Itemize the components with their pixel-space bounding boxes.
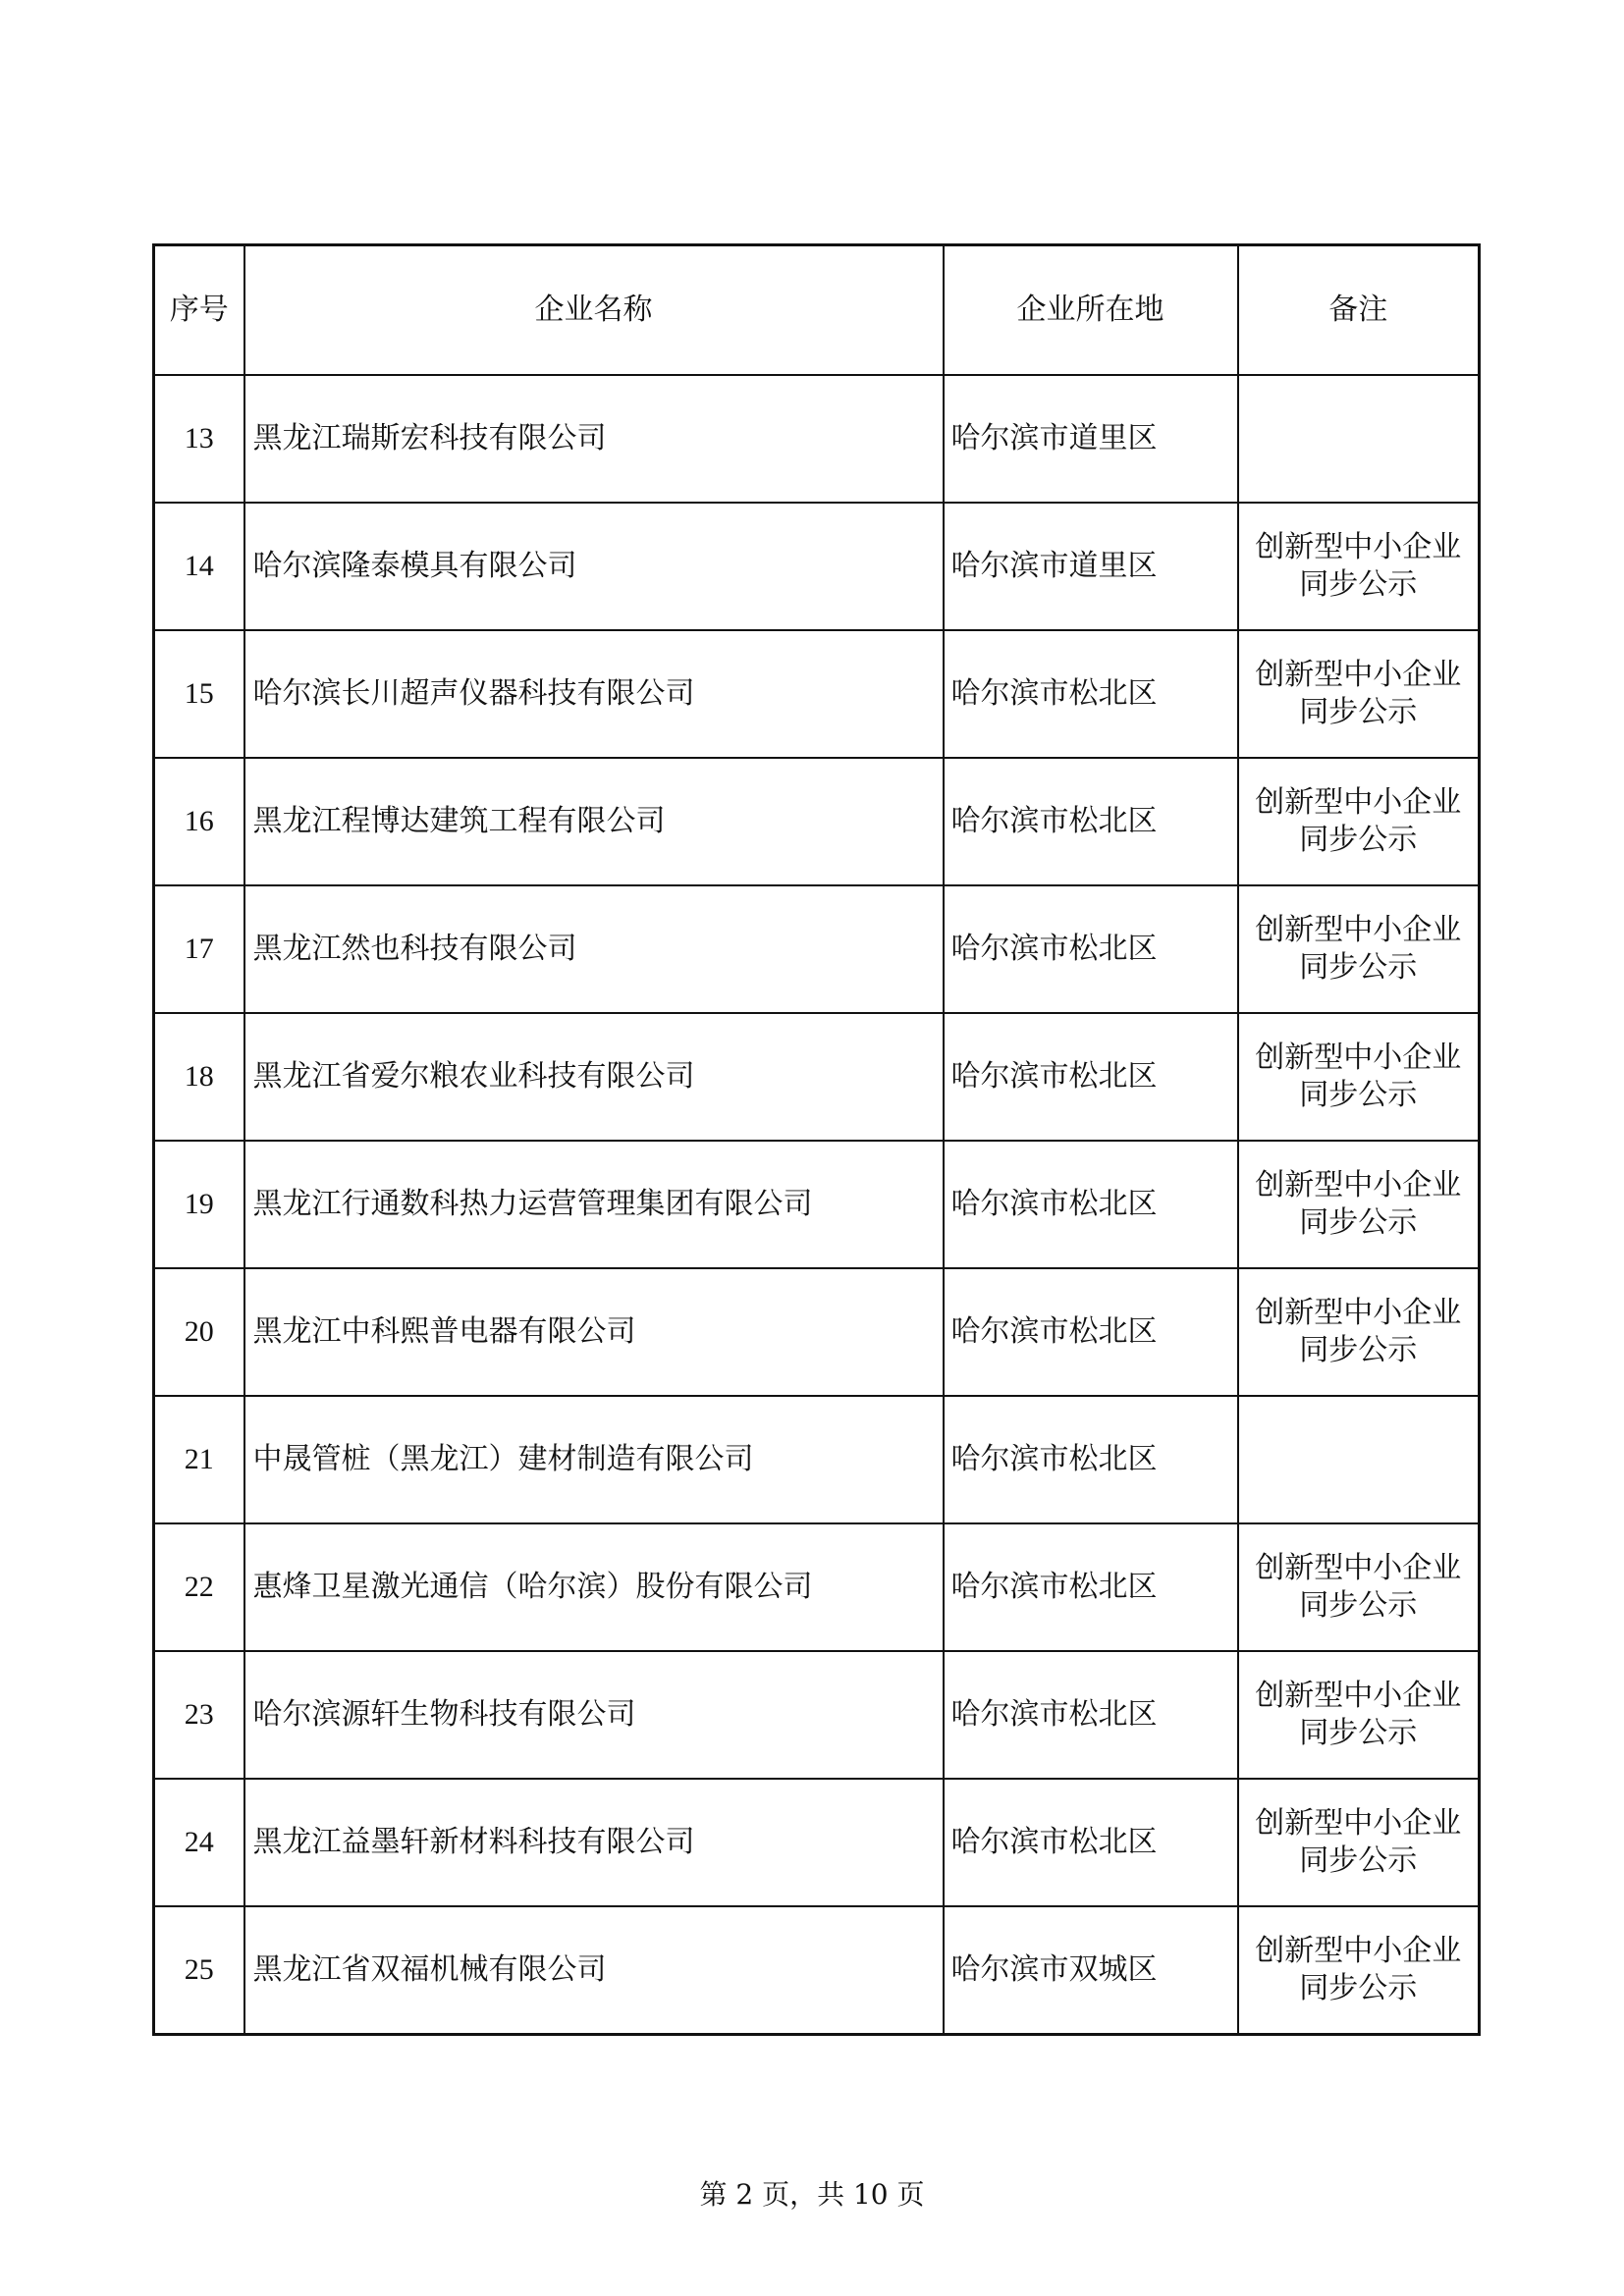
- table-row: [154, 630, 1480, 758]
- note-line-2: 同步公示: [1299, 1333, 1418, 1367]
- note-line-1: 创新型中小企业: [1255, 1168, 1462, 1202]
- row-index: 13: [154, 375, 244, 503]
- enterprise-location: 哈尔滨市松北区: [944, 885, 1238, 1013]
- note-line-2: 同步公示: [1299, 1205, 1418, 1240]
- enterprise-name: 哈尔滨隆泰模具有限公司: [244, 503, 944, 630]
- enterprise-note: [1238, 1141, 1480, 1268]
- note-line-1: 创新型中小企业: [1255, 658, 1462, 692]
- enterprise-note: [1238, 1523, 1480, 1651]
- row-index: 15: [154, 630, 244, 758]
- enterprise-name: 黑龙江行通数科热力运营管理集团有限公司: [244, 1141, 944, 1268]
- note-line-2: 同步公示: [1299, 695, 1418, 729]
- note-line-2: 同步公示: [1299, 950, 1418, 985]
- table-row: [154, 758, 1480, 885]
- enterprise-note: [1238, 1013, 1480, 1141]
- table-row: [154, 1268, 1480, 1396]
- table-row: [154, 375, 1480, 503]
- note-line-1: 创新型中小企业: [1255, 913, 1462, 947]
- enterprise-note: [1238, 758, 1480, 885]
- enterprise-note: [1238, 503, 1480, 630]
- enterprise-location: 哈尔滨市松北区: [944, 758, 1238, 885]
- enterprise-note: [1238, 1396, 1480, 1523]
- row-index: 16: [154, 758, 244, 885]
- enterprise-note: [1238, 630, 1480, 758]
- header-index: 序号: [154, 245, 244, 376]
- header-name: 企业名称: [244, 245, 944, 376]
- enterprise-note: [1238, 375, 1480, 503]
- table-row: [154, 1906, 1480, 2035]
- table-row: [154, 1779, 1480, 1906]
- enterprise-note: [1238, 1906, 1480, 2035]
- table-row: [154, 1523, 1480, 1651]
- enterprise-name: 中晟管桩（黑龙江）建材制造有限公司: [244, 1396, 944, 1523]
- note-line-2: 同步公示: [1299, 823, 1418, 857]
- row-index: 14: [154, 503, 244, 630]
- enterprise-name: 黑龙江程博达建筑工程有限公司: [244, 758, 944, 885]
- row-index: 18: [154, 1013, 244, 1141]
- row-index: 25: [154, 1906, 244, 2035]
- note-line-1: 创新型中小企业: [1255, 530, 1462, 564]
- table-row: [154, 1013, 1480, 1141]
- note-line-2: 同步公示: [1299, 1716, 1418, 1750]
- row-index: 22: [154, 1523, 244, 1651]
- row-index: 23: [154, 1651, 244, 1779]
- note-line-2: 同步公示: [1299, 567, 1418, 602]
- page-number: 第 2 页，共 10 页: [699, 2178, 925, 2211]
- note-line-2: 同步公示: [1299, 1588, 1418, 1623]
- enterprise-name: 黑龙江然也科技有限公司: [244, 885, 944, 1013]
- enterprise-location: 哈尔滨市松北区: [944, 630, 1238, 758]
- row-index: 24: [154, 1779, 244, 1906]
- enterprise-location: 哈尔滨市松北区: [944, 1651, 1238, 1779]
- table-body: [154, 375, 1480, 2035]
- table-row: [154, 1651, 1480, 1779]
- table-row: [154, 1396, 1480, 1523]
- enterprise-location: 哈尔滨市道里区: [944, 503, 1238, 630]
- note-line-1: 创新型中小企业: [1255, 1806, 1462, 1841]
- note-line-1: 创新型中小企业: [1255, 1551, 1462, 1585]
- note-line-1: 创新型中小企业: [1255, 1296, 1462, 1330]
- enterprise-location: 哈尔滨市松北区: [944, 1396, 1238, 1523]
- enterprise-name: 黑龙江省爱尔粮农业科技有限公司: [244, 1013, 944, 1141]
- note-line-1: 创新型中小企业: [1255, 1679, 1462, 1713]
- table-header-row: [154, 245, 1480, 376]
- enterprise-name: 哈尔滨源轩生物科技有限公司: [244, 1651, 944, 1779]
- note-line-2: 同步公示: [1299, 1971, 1418, 2005]
- note-line-2: 同步公示: [1299, 1843, 1418, 1878]
- enterprise-name: 黑龙江瑞斯宏科技有限公司: [244, 375, 944, 503]
- note-line-1: 创新型中小企业: [1255, 1934, 1462, 1968]
- enterprise-note: [1238, 1779, 1480, 1906]
- enterprise-note: [1238, 1651, 1480, 1779]
- enterprise-name: 黑龙江中科熙普电器有限公司: [244, 1268, 944, 1396]
- enterprise-location: 哈尔滨市松北区: [944, 1268, 1238, 1396]
- note-line-1: 创新型中小企业: [1255, 785, 1462, 820]
- enterprise-location: 哈尔滨市道里区: [944, 375, 1238, 503]
- enterprise-note: [1238, 1268, 1480, 1396]
- table-row: [154, 1141, 1480, 1268]
- row-index: 17: [154, 885, 244, 1013]
- row-index: 21: [154, 1396, 244, 1523]
- enterprise-note: [1238, 885, 1480, 1013]
- header-location: 企业所在地: [944, 245, 1238, 376]
- table-row: [154, 885, 1480, 1013]
- enterprise-table: [152, 243, 1481, 2036]
- row-index: 20: [154, 1268, 244, 1396]
- enterprise-location: 哈尔滨市松北区: [944, 1141, 1238, 1268]
- enterprise-name: 黑龙江益墨轩新材料科技有限公司: [244, 1779, 944, 1906]
- enterprise-name: 黑龙江省双福机械有限公司: [244, 1906, 944, 2035]
- header-note: 备注: [1238, 245, 1480, 376]
- note-line-1: 创新型中小企业: [1255, 1041, 1462, 1075]
- table-row: [154, 503, 1480, 630]
- enterprise-location: 哈尔滨市松北区: [944, 1013, 1238, 1141]
- enterprise-location: 哈尔滨市双城区: [944, 1906, 1238, 2035]
- row-index: 19: [154, 1141, 244, 1268]
- enterprise-location: 哈尔滨市松北区: [944, 1779, 1238, 1906]
- enterprise-name: 惠烽卫星激光通信（哈尔滨）股份有限公司: [244, 1523, 944, 1651]
- note-line-2: 同步公示: [1299, 1078, 1418, 1112]
- enterprise-location: 哈尔滨市松北区: [944, 1523, 1238, 1651]
- enterprise-name: 哈尔滨长川超声仪器科技有限公司: [244, 630, 944, 758]
